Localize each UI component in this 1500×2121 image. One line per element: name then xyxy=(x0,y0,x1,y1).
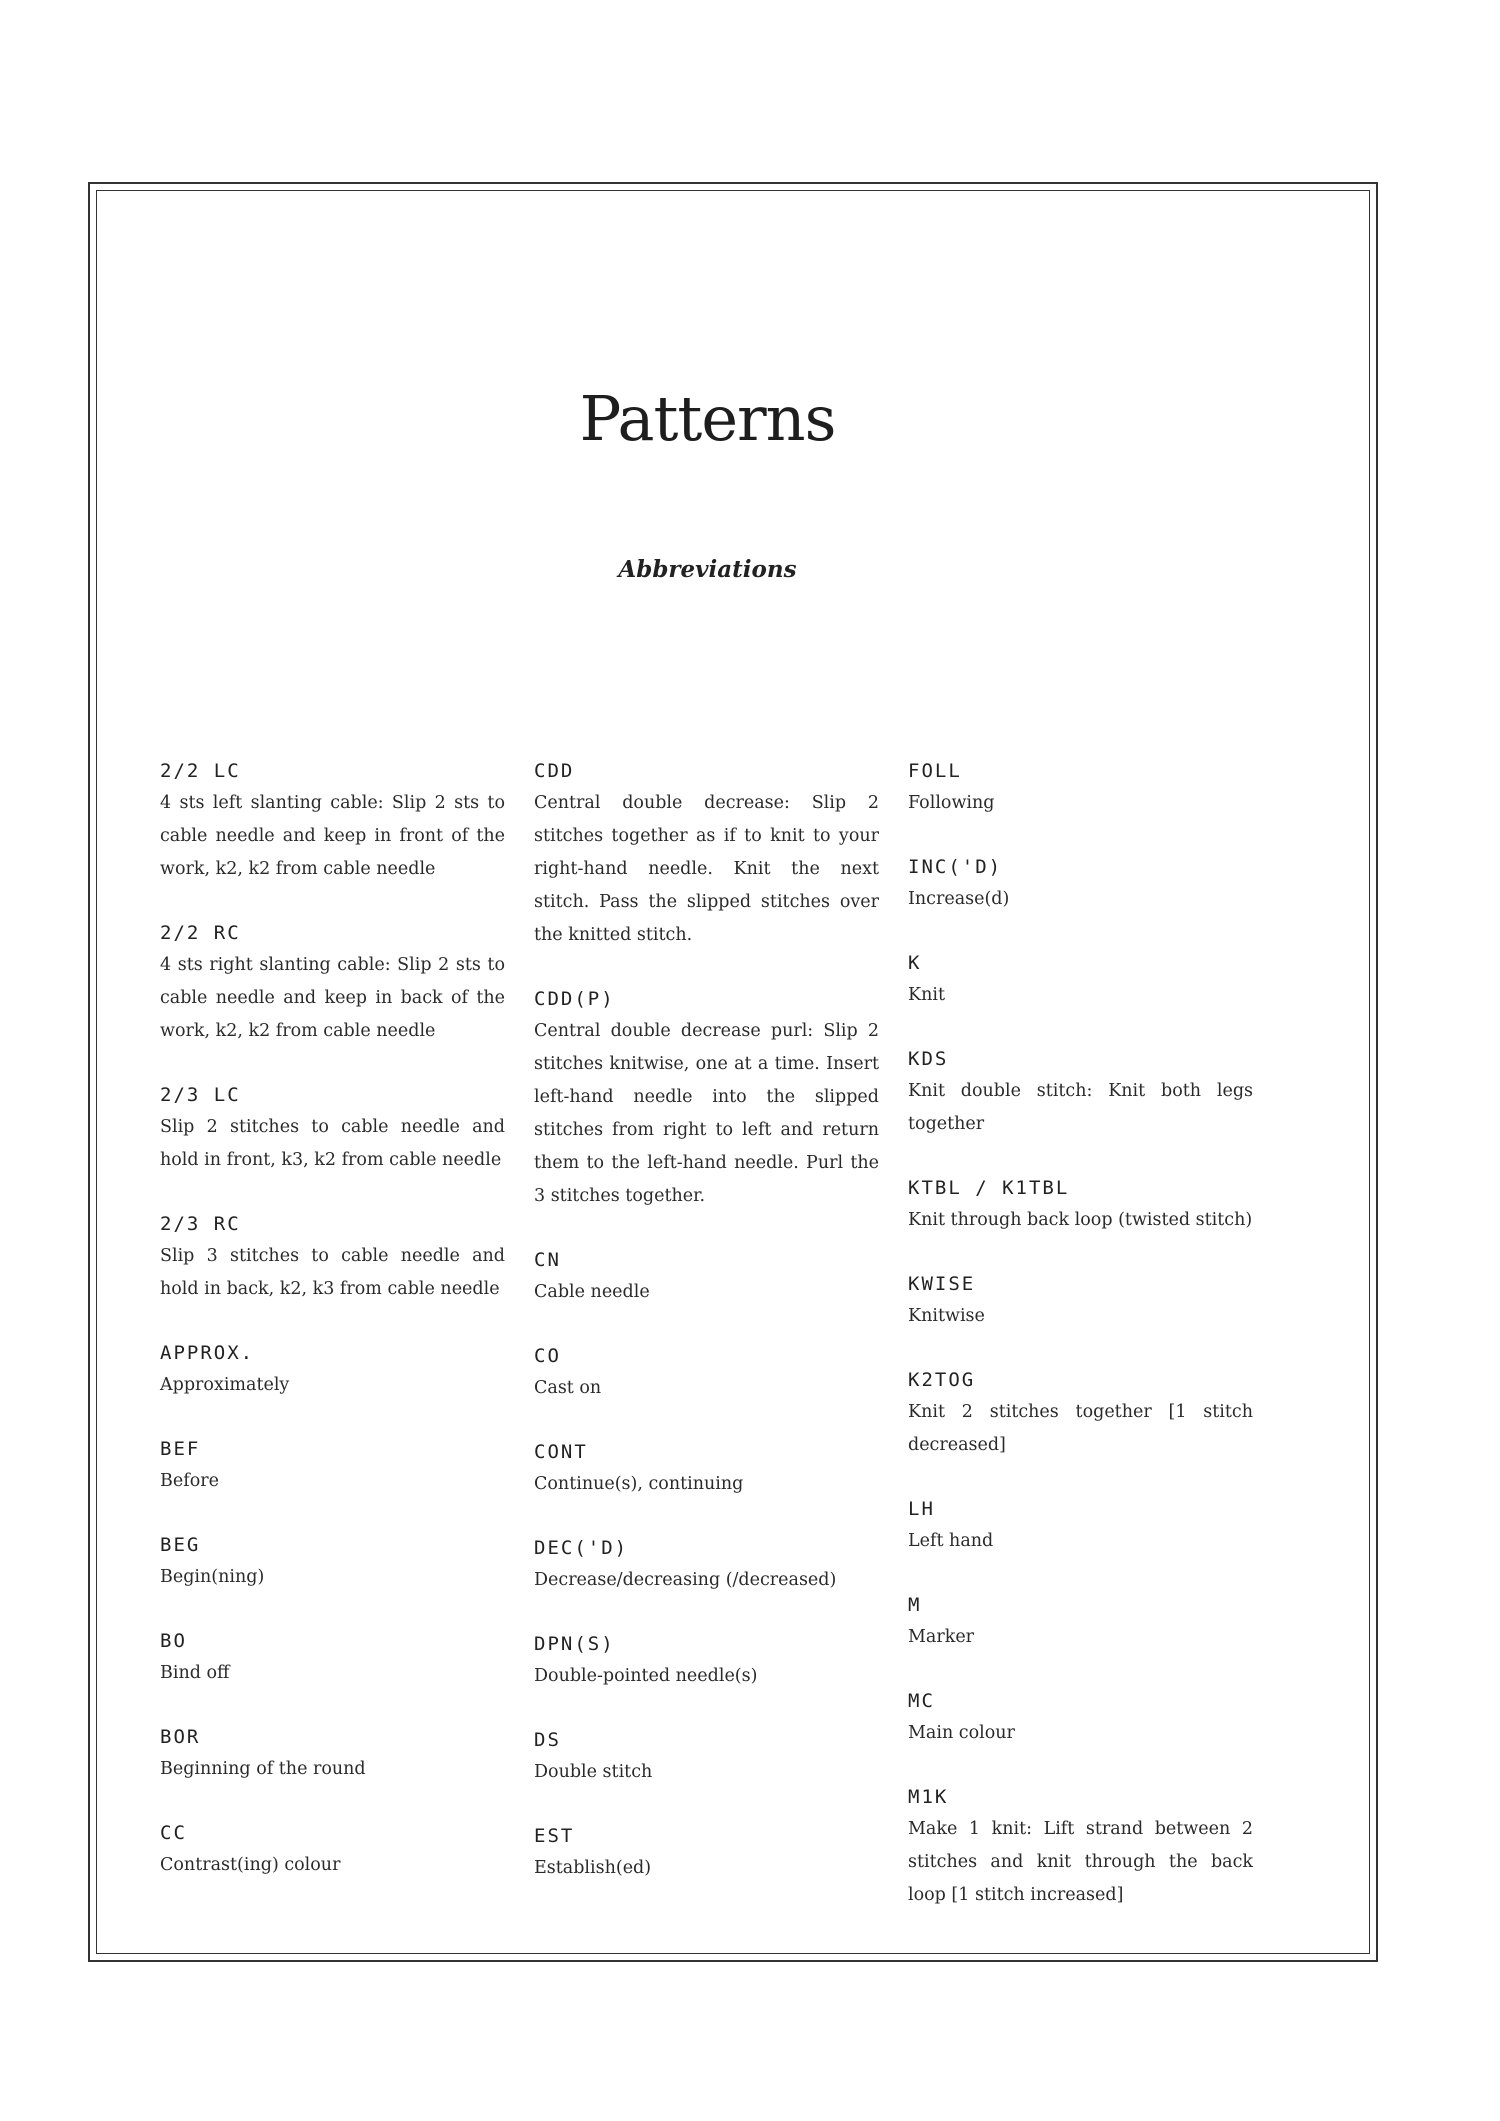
abbreviation-term: BO xyxy=(160,1630,187,1652)
abbreviation-term: APPROX. xyxy=(160,1342,255,1364)
abbreviation-definition: Before xyxy=(160,1471,219,1491)
abbreviation-entry xyxy=(160,1081,505,1177)
abbreviation-entry xyxy=(908,853,1253,916)
abbreviation-entry xyxy=(534,985,879,1213)
abbreviation-definition: Begin(ning) xyxy=(160,1567,265,1587)
abbreviation-entry xyxy=(160,1819,505,1882)
abbreviation-definition: Cable needle xyxy=(534,1282,650,1302)
abbreviation-entry xyxy=(908,1270,1253,1333)
abbreviation-definition: Central double decrease: Slip 2 stitches together as if to knit to your right-hand needle. Knit the next stitch. Pass the slipped stitches over the knitted stitch. xyxy=(534,793,879,945)
abbreviation-term: INC('D) xyxy=(908,856,1003,878)
abbreviation-term: 2/2 LC xyxy=(160,760,241,782)
abbreviation-term: KDS xyxy=(908,1048,949,1070)
abbreviation-term: CDD(P) xyxy=(534,988,615,1010)
abbreviation-term: KWISE xyxy=(908,1273,976,1295)
abbreviation-definition: Double-pointed needle(s) xyxy=(534,1666,758,1686)
abbreviation-entry xyxy=(160,1210,505,1306)
abbreviation-term: K xyxy=(908,952,922,974)
abbreviation-entry xyxy=(160,757,505,886)
abbreviation-term: MC xyxy=(908,1690,935,1712)
abbreviation-term: FOLL xyxy=(908,760,962,782)
abbreviation-entry xyxy=(908,1045,1253,1141)
abbreviation-definition: Cast on xyxy=(534,1378,602,1398)
abbreviation-term: BEF xyxy=(160,1438,201,1460)
abbreviation-term: 2/3 LC xyxy=(160,1084,241,1106)
abbreviation-entry xyxy=(908,757,1253,820)
abbreviation-definition: Knit double stitch: Knit both legs together xyxy=(908,1081,1253,1134)
abbreviation-entry xyxy=(160,919,505,1048)
abbreviation-definition: Main colour xyxy=(908,1723,1015,1743)
abbreviations-column-2 xyxy=(534,757,879,1918)
abbreviation-entry xyxy=(160,1435,505,1498)
abbreviation-entry xyxy=(534,1630,879,1693)
abbreviations-column-1 xyxy=(160,757,505,1915)
abbreviation-entry xyxy=(160,1723,505,1786)
abbreviation-definition: Slip 3 stitches to cable needle and hold in back, k2, k3 from cable needle xyxy=(160,1246,505,1299)
abbreviation-entry xyxy=(534,757,879,952)
abbreviation-definition: Knitwise xyxy=(908,1306,985,1326)
abbreviation-term: LH xyxy=(908,1498,935,1520)
abbreviation-definition: Double stitch xyxy=(534,1762,653,1782)
abbreviation-term: BOR xyxy=(160,1726,201,1748)
abbreviation-definition: Left hand xyxy=(908,1531,994,1551)
abbreviation-entry xyxy=(534,1438,879,1501)
abbreviation-entry xyxy=(160,1627,505,1690)
abbreviation-entry xyxy=(908,1495,1253,1558)
abbreviation-term: KTBL / K1TBL xyxy=(908,1177,1070,1199)
abbreviations-column-3 xyxy=(908,757,1253,1945)
abbreviation-definition: Central double decrease purl: Slip 2 stitches knitwise, one at a time. Insert left-hand needle into the slipped stitches from right to left and return them to the left-hand needle. Purl the 3 stitches together. xyxy=(534,1021,879,1206)
abbreviation-definition: Knit through back loop (twisted stitch) xyxy=(908,1210,1253,1230)
abbreviation-term: CONT xyxy=(534,1441,588,1463)
abbreviation-definition: Following xyxy=(908,793,995,813)
abbreviation-entry xyxy=(534,1534,879,1597)
abbreviation-definition: 4 sts left slanting cable: Slip 2 sts to cable needle and keep in front of the work, k2, k2 from cable needle xyxy=(160,793,505,879)
abbreviation-entry xyxy=(908,1366,1253,1462)
abbreviation-entry xyxy=(160,1339,505,1402)
abbreviation-entry xyxy=(908,1687,1253,1750)
abbreviation-entry xyxy=(534,1246,879,1309)
abbreviation-term: CC xyxy=(160,1822,187,1844)
abbreviation-term: 2/3 RC xyxy=(160,1213,241,1235)
abbreviation-term: BEG xyxy=(160,1534,201,1556)
abbreviation-term: K2TOG xyxy=(908,1369,976,1391)
abbreviation-term: M xyxy=(908,1594,922,1616)
abbreviation-definition: Slip 2 stitches to cable needle and hold in front, k3, k2 from cable needle xyxy=(160,1117,505,1170)
abbreviation-definition: Marker xyxy=(908,1627,975,1647)
abbreviation-definition: Decrease/decreasing (/decreased) xyxy=(534,1570,837,1590)
abbreviation-entry xyxy=(534,1726,879,1789)
abbreviation-entry xyxy=(534,1342,879,1405)
abbreviation-definition: Make 1 knit: Lift strand between 2 stitches and knit through the back loop [1 stitch increased] xyxy=(908,1819,1253,1905)
abbreviation-term: CDD xyxy=(534,760,575,782)
abbreviation-term: M1K xyxy=(908,1786,949,1808)
abbreviation-definition: Beginning of the round xyxy=(160,1759,366,1779)
abbreviation-entry xyxy=(534,1822,879,1885)
abbreviation-definition: Approximately xyxy=(160,1375,290,1395)
abbreviation-entry xyxy=(160,1531,505,1594)
abbreviation-entry xyxy=(908,1591,1253,1654)
abbreviation-definition: Increase(d) xyxy=(908,889,1010,909)
section-subtitle: Abbreviations xyxy=(618,556,797,583)
page-title: Patterns xyxy=(579,382,836,455)
abbreviation-definition: Contrast(ing) colour xyxy=(160,1855,341,1875)
abbreviation-definition: Knit 2 stitches together [1 stitch decreased] xyxy=(908,1402,1253,1455)
abbreviation-term: CO xyxy=(534,1345,561,1367)
abbreviation-entry xyxy=(908,1174,1253,1237)
abbreviation-term: DEC('D) xyxy=(534,1537,629,1559)
abbreviation-definition: Bind off xyxy=(160,1663,230,1683)
abbreviation-definition: 4 sts right slanting cable: Slip 2 sts to cable needle and keep in back of the work, k2, k2 from cable needle xyxy=(160,955,505,1041)
abbreviation-term: DS xyxy=(534,1729,561,1751)
abbreviation-term: EST xyxy=(534,1825,575,1847)
abbreviation-term: DPN(S) xyxy=(534,1633,615,1655)
abbreviation-term: CN xyxy=(534,1249,561,1271)
abbreviation-entry xyxy=(908,949,1253,1012)
abbreviation-definition: Knit xyxy=(908,985,945,1005)
abbreviation-definition: Establish(ed) xyxy=(534,1858,652,1878)
abbreviation-entry xyxy=(908,1783,1253,1912)
abbreviation-term: 2/2 RC xyxy=(160,922,241,944)
abbreviation-definition: Continue(s), continuing xyxy=(534,1474,744,1494)
